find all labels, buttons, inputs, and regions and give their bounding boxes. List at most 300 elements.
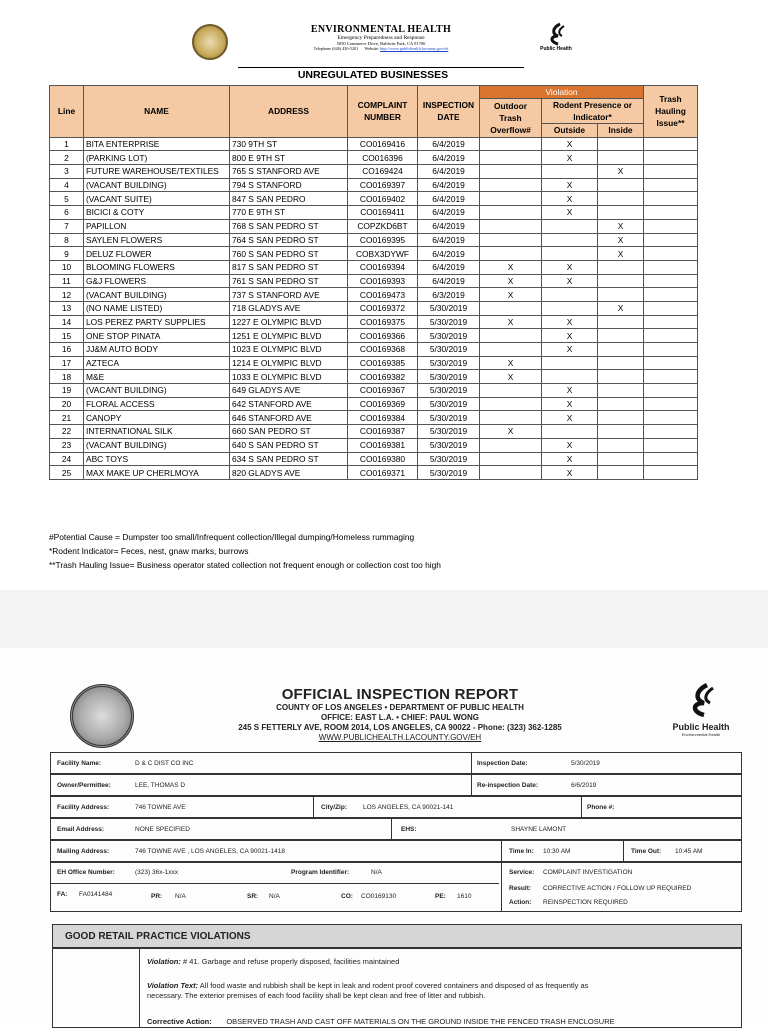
row-outside: X (542, 137, 598, 151)
row-name: ABC TOYS (84, 452, 230, 466)
row-outdoor: X (480, 425, 542, 439)
table-row (50, 137, 698, 151)
header-divider (238, 67, 524, 68)
sr-label: SR: (247, 893, 259, 900)
row-name: BITA ENTERPRISE (84, 137, 230, 151)
row-outside (542, 165, 598, 179)
row-trash (644, 137, 698, 151)
row-address: 642 STANFORD AVE (230, 397, 348, 411)
row-trash (644, 260, 698, 274)
service-label: Service: (509, 869, 535, 876)
row-name: FUTURE WAREHOUSE/TEXTILES (84, 165, 230, 179)
footnote-trash-hauling: **Trash Hauling Issue= Business operator stated collection not frequent enough or collection cost too high (49, 560, 441, 570)
row-inside (598, 137, 644, 151)
row-address: 794 S STANFORD (230, 178, 348, 192)
table-row (50, 288, 698, 302)
row-trash (644, 274, 698, 288)
row-trash (644, 247, 698, 261)
row-complaint: CO016396 (348, 151, 418, 165)
row-date: 6/4/2019 (418, 137, 480, 151)
row-line: 2 (50, 151, 84, 165)
row-date: 5/30/2019 (418, 356, 480, 370)
row-line: 7 (50, 219, 84, 233)
county-seal-icon (70, 684, 134, 748)
row-trash (644, 425, 698, 439)
row-outside: X (542, 466, 598, 480)
table-row (50, 329, 698, 343)
row-line: 17 (50, 356, 84, 370)
time-in-label: Time In: (509, 848, 534, 855)
row-line: 20 (50, 397, 84, 411)
row-complaint: CO0169368 (348, 343, 418, 357)
row-outdoor (480, 137, 542, 151)
public-health-swoosh-icon (684, 682, 718, 718)
row-outdoor: X (480, 356, 542, 370)
facility-name-value: D & C DIST CO INC (135, 760, 194, 767)
table-row (50, 260, 698, 274)
row-name: (VACANT BUILDING) (84, 438, 230, 452)
violation-box (52, 948, 742, 1028)
report-logo-subcaption: Environmental Health (681, 732, 721, 737)
facility-address-value: 746 TOWNE AVE (135, 804, 186, 811)
row-outside: X (542, 178, 598, 192)
row-outdoor (480, 343, 542, 357)
row-complaint: CO0169402 (348, 192, 418, 206)
inspection-date-label: Inspection Date: (477, 760, 528, 767)
table-row (50, 247, 698, 261)
row-name: M&E (84, 370, 230, 384)
row-inside (598, 411, 644, 425)
row-outside: X (542, 397, 598, 411)
row-inside (598, 274, 644, 288)
row-outdoor (480, 165, 542, 179)
row-complaint: CO0169473 (348, 288, 418, 302)
report-logo-caption: Public Health (672, 722, 730, 732)
col-header-inspection: INSPECTION DATE (418, 86, 480, 138)
row-date: 5/30/2019 (418, 384, 480, 398)
fa-value: FA0141484 (79, 891, 113, 898)
row-inside (598, 178, 644, 192)
row-address: 817 S SAN PEDRO ST (230, 260, 348, 274)
document-page-2 (0, 648, 768, 1024)
row-date: 6/4/2019 (418, 247, 480, 261)
table-row (50, 343, 698, 357)
section-title: GOOD RETAIL PRACTICE VIOLATIONS (65, 931, 251, 942)
table-row (50, 206, 698, 220)
row-address: 760 S SAN PEDRO ST (230, 247, 348, 261)
row-complaint: CO0169382 (348, 370, 418, 384)
col-header-trash: Trash Hauling Issue** (644, 86, 698, 138)
county-seal-icon (192, 24, 228, 60)
service-value: COMPLAINT INVESTIGATION (543, 869, 633, 876)
section-header (52, 924, 742, 948)
sr-value: N/A (269, 893, 280, 900)
letterhead-address: 5050 Commerce Drive, Baldwin Park, CA 91706 (336, 41, 426, 46)
row-name: (VACANT BUILDING) (84, 288, 230, 302)
row-line: 6 (50, 206, 84, 220)
row-address: 1033 E OLYMPIC BLVD (230, 370, 348, 384)
row-inside (598, 452, 644, 466)
row-line: 15 (50, 329, 84, 343)
row-date: 6/4/2019 (418, 260, 480, 274)
row-trash (644, 397, 698, 411)
row-address: 634 S SAN PEDRO ST (230, 452, 348, 466)
row-inside (598, 425, 644, 439)
row-outdoor (480, 397, 542, 411)
letterhead (240, 24, 522, 51)
row-complaint: CO0169380 (348, 452, 418, 466)
facility-address-label: Facility Address: (57, 804, 110, 811)
time-out-value: 10:45 AM (675, 848, 703, 855)
pe-value: 1610 (457, 893, 472, 900)
row-name: (VACANT SUITE) (84, 192, 230, 206)
row-outdoor: X (480, 370, 542, 384)
row-mailing (50, 840, 742, 862)
row-owner (50, 774, 742, 796)
result-value: CORRECTIVE ACTION / FOLLOW UP REQUIRED (543, 885, 692, 892)
row-trash (644, 356, 698, 370)
row-office (50, 862, 742, 912)
row-date: 5/30/2019 (418, 329, 480, 343)
row-line: 8 (50, 233, 84, 247)
row-outside: X (542, 343, 598, 357)
row-line: 19 (50, 384, 84, 398)
pr-label: PR: (151, 893, 163, 900)
row-trash (644, 219, 698, 233)
row-date: 5/30/2019 (418, 452, 480, 466)
ehs-label: EHS: (401, 826, 417, 833)
row-date: 6/4/2019 (418, 151, 480, 165)
row-inside (598, 384, 644, 398)
row-address: 649 GLADYS AVE (230, 384, 348, 398)
row-date: 6/4/2019 (418, 206, 480, 220)
mailing-value: 746 TOWNE AVE , LOS ANGELES, CA 90021-1418 (135, 848, 285, 855)
row-inside: X (598, 165, 644, 179)
row-line: 3 (50, 165, 84, 179)
table-row (50, 370, 698, 384)
row-outdoor (480, 452, 542, 466)
row-outside (542, 370, 598, 384)
pe-label: PE: (435, 893, 446, 900)
row-outdoor: X (480, 315, 542, 329)
program-value: N/A (371, 869, 382, 876)
row-outside (542, 247, 598, 261)
table-row (50, 165, 698, 179)
row-address: 1251 E OLYMPIC BLVD (230, 329, 348, 343)
row-inside: X (598, 233, 644, 247)
row-complaint: CO0169394 (348, 260, 418, 274)
col-header-outside: Outside (542, 124, 598, 138)
violation-line (147, 957, 399, 967)
letterhead-telephone: Telephone (626) 430-5201 (313, 46, 359, 51)
result-label: Result: (509, 885, 532, 892)
row-inside (598, 466, 644, 480)
row-outdoor (480, 247, 542, 261)
phone-label: Phone #: (587, 804, 615, 811)
row-outside (542, 233, 598, 247)
row-inside (598, 343, 644, 357)
table-row (50, 438, 698, 452)
row-date: 5/30/2019 (418, 466, 480, 480)
row-line: 10 (50, 260, 84, 274)
row-outside: X (542, 384, 598, 398)
letterhead-subtitle: Emergency Preparedness and Response (337, 35, 425, 41)
row-outside: X (542, 206, 598, 220)
co-value: CO0169130 (361, 893, 397, 900)
table-row (50, 151, 698, 165)
row-facility-address (50, 796, 742, 818)
co-label: CO: (341, 893, 353, 900)
row-trash (644, 301, 698, 315)
row-inside (598, 260, 644, 274)
row-line: 23 (50, 438, 84, 452)
row-date: 5/30/2019 (418, 397, 480, 411)
row-date: 6/4/2019 (418, 178, 480, 192)
reinspection-date-value: 6/6/2019 (571, 782, 597, 789)
row-inside (598, 329, 644, 343)
row-name: (NO NAME LISTED) (84, 301, 230, 315)
public-health-logo (538, 22, 574, 60)
row-inside (598, 192, 644, 206)
mailing-label: Mailing Address: (57, 848, 110, 855)
row-complaint: CO0169387 (348, 425, 418, 439)
row-date: 5/30/2019 (418, 370, 480, 384)
row-email (50, 818, 742, 840)
row-line: 22 (50, 425, 84, 439)
row-line: 13 (50, 301, 84, 315)
row-outside (542, 356, 598, 370)
row-complaint: CO0169366 (348, 329, 418, 343)
report-title: OFFICIAL INSPECTION REPORT (281, 686, 519, 703)
row-date: 6/4/2019 (418, 274, 480, 288)
page-gap (0, 590, 768, 648)
row-outside: X (542, 192, 598, 206)
row-address: 1214 E OLYMPIC BLVD (230, 356, 348, 370)
row-date: 5/30/2019 (418, 411, 480, 425)
col-header-line: Line (50, 86, 84, 138)
row-line: 25 (50, 466, 84, 480)
corrective-line (147, 1017, 615, 1027)
table-row (50, 411, 698, 425)
row-name: CANOPY (84, 411, 230, 425)
row-address: 800 E 9TH ST (230, 151, 348, 165)
row-date: 6/4/2019 (418, 233, 480, 247)
row-date: 5/30/2019 (418, 343, 480, 357)
row-outside: X (542, 411, 598, 425)
letterhead-title: ENVIRONMENTAL HEALTH (310, 24, 452, 35)
row-outdoor (480, 233, 542, 247)
row-address: 765 S STANFORD AVE (230, 165, 348, 179)
violation-text-1: All food waste and rubbish shall be kept in leak and rodent proof covered containers and disposed of as frequently as (199, 981, 589, 990)
col-header-outdoor: Outdoor Trash Overflow# (480, 99, 542, 138)
owner-label: Owner/Permittee: (57, 782, 111, 789)
row-date: 5/30/2019 (418, 438, 480, 452)
row-outdoor (480, 151, 542, 165)
row-outdoor (480, 301, 542, 315)
row-trash (644, 315, 698, 329)
row-address: 718 GLADYS AVE (230, 301, 348, 315)
row-trash (644, 343, 698, 357)
row-line: 24 (50, 452, 84, 466)
row-address: 1023 E OLYMPIC BLVD (230, 343, 348, 357)
row-outdoor: X (480, 288, 542, 302)
row-date: 6/3/2019 (418, 288, 480, 302)
pr-value: N/A (175, 893, 186, 900)
fa-label: FA: (57, 891, 68, 898)
report-address: 245 S FETTERLY AVE, ROOM 2014, LOS ANGELES, CA 90022 - Phone: (323) 362-1285 (238, 723, 562, 732)
program-label: Program Identifier: (291, 869, 350, 876)
row-outside (542, 425, 598, 439)
row-trash (644, 192, 698, 206)
row-outside: X (542, 315, 598, 329)
table-row (50, 178, 698, 192)
row-line: 12 (50, 288, 84, 302)
row-name: (PARKING LOT) (84, 151, 230, 165)
corrective-value: OBSERVED TRASH AND CAST OFF MATERIALS ON THE GROUND INSIDE THE FENCED TRASH ENCLOSURE (226, 1017, 615, 1026)
row-address: 730 9TH ST (230, 137, 348, 151)
violation-text-2: necessary. The exterior premises of each food facility shall be kept clean and free of litter and rubbish. (147, 991, 486, 1000)
row-outside (542, 219, 598, 233)
reinspection-date-label: Re-inspection Date: (477, 782, 539, 789)
row-trash (644, 233, 698, 247)
action-label: Action: (509, 899, 532, 906)
row-outside: X (542, 151, 598, 165)
row-date: 5/30/2019 (418, 301, 480, 315)
row-complaint: CO0169393 (348, 274, 418, 288)
row-address: 640 S SAN PEDRO ST (230, 438, 348, 452)
row-trash (644, 466, 698, 480)
row-name: BLOOMING FLOWERS (84, 260, 230, 274)
col-header-address: ADDRESS (230, 86, 348, 138)
row-complaint: CO0169381 (348, 438, 418, 452)
letterhead-contact (240, 46, 522, 51)
row-line: 18 (50, 370, 84, 384)
unregulated-businesses-table (49, 85, 698, 480)
row-outdoor: X (480, 260, 542, 274)
table-row (50, 301, 698, 315)
row-outdoor (480, 384, 542, 398)
row-complaint: CO0169367 (348, 384, 418, 398)
row-name: (VACANT BUILDING) (84, 384, 230, 398)
table-row (50, 452, 698, 466)
row-name: DELUZ FLOWER (84, 247, 230, 261)
row-date: 6/4/2019 (418, 219, 480, 233)
row-outdoor (480, 329, 542, 343)
row-complaint: CO0169395 (348, 233, 418, 247)
action-value: REINSPECTION REQUIRED (543, 899, 628, 906)
ehs-value: SHAYNE LAMONT (511, 826, 567, 833)
row-outside: X (542, 274, 598, 288)
row-inside (598, 315, 644, 329)
time-out-label: Time Out: (631, 848, 662, 855)
row-complaint: CO0169371 (348, 466, 418, 480)
row-complaint: CO169424 (348, 165, 418, 179)
report-header (200, 686, 600, 743)
row-inside (598, 397, 644, 411)
row-name: AZTECA (84, 356, 230, 370)
row-trash (644, 329, 698, 343)
row-facility-name (50, 752, 742, 774)
row-complaint: CO0169416 (348, 137, 418, 151)
row-name: MAX MAKE UP CHERLMOYA (84, 466, 230, 480)
row-inside (598, 151, 644, 165)
row-inside: X (598, 219, 644, 233)
row-name: PAPILLON (84, 219, 230, 233)
row-complaint: CO0169375 (348, 315, 418, 329)
email-value: NONE SPECIFIED (135, 826, 190, 833)
row-outside: X (542, 260, 598, 274)
table-row (50, 315, 698, 329)
time-in-value: 10:30 AM (543, 848, 571, 855)
row-name: ONE STOP PINATA (84, 329, 230, 343)
violation-value: # 41. Garbage and refuse properly disposed, facilities maintained (182, 957, 400, 966)
row-trash (644, 370, 698, 384)
report-website[interactable]: WWW.PUBLICHEALTH.LACOUNTY.GOV/EH (318, 733, 482, 742)
letterhead-website-link[interactable]: http://www.publichealth.lacounty.gov/eh (380, 46, 449, 51)
col-header-name: NAME (84, 86, 230, 138)
row-line: 9 (50, 247, 84, 261)
corrective-label: Corrective Action: (147, 1017, 212, 1026)
row-address: 1227 E OLYMPIC BLVD (230, 315, 348, 329)
owner-value: LEE, THOMAS D (135, 782, 186, 789)
row-inside (598, 438, 644, 452)
row-address: 761 S SAN PEDRO ST (230, 274, 348, 288)
row-outside: X (542, 329, 598, 343)
row-complaint: CO0169385 (348, 356, 418, 370)
table-title: UNREGULATED BUSINESSES (297, 69, 449, 81)
row-line: 21 (50, 411, 84, 425)
row-outdoor (480, 178, 542, 192)
row-address: 847 S SAN PEDRO (230, 192, 348, 206)
row-inside (598, 370, 644, 384)
row-address: 660 SAN PEDRO ST (230, 425, 348, 439)
row-address: 768 S SAN PEDRO ST (230, 219, 348, 233)
table-row (50, 274, 698, 288)
table-row (50, 233, 698, 247)
row-trash (644, 165, 698, 179)
row-outdoor (480, 219, 542, 233)
row-complaint: CO0169411 (348, 206, 418, 220)
eh-office-value: (323) 36x-1xxx (135, 869, 178, 876)
row-complaint: CO0169384 (348, 411, 418, 425)
col-header-violation: Violation (480, 86, 644, 99)
row-trash (644, 288, 698, 302)
row-outdoor (480, 206, 542, 220)
footnotes (49, 530, 441, 572)
row-trash (644, 384, 698, 398)
facility-name-label: Facility Name: (57, 760, 102, 767)
footnote-potential-cause: #Potential Cause = Dumpster too small/Infrequent collection/Illegal dumping/Homeless rummaging (49, 532, 415, 542)
row-inside: X (598, 247, 644, 261)
row-line: 1 (50, 137, 84, 151)
email-label: Email Address: (57, 826, 105, 833)
table-body (50, 137, 698, 479)
row-date: 6/4/2019 (418, 192, 480, 206)
row-line: 14 (50, 315, 84, 329)
row-name: INTERNATIONAL SILK (84, 425, 230, 439)
row-inside (598, 288, 644, 302)
row-outdoor (480, 192, 542, 206)
row-complaint: CO0169397 (348, 178, 418, 192)
eh-office-label: EH Office Number: (57, 869, 115, 876)
row-name: G&J FLOWERS (84, 274, 230, 288)
row-name: FLORAL ACCESS (84, 397, 230, 411)
table-row (50, 466, 698, 480)
row-trash (644, 206, 698, 220)
row-trash (644, 438, 698, 452)
col-header-inside: Inside (598, 124, 644, 138)
row-trash (644, 151, 698, 165)
